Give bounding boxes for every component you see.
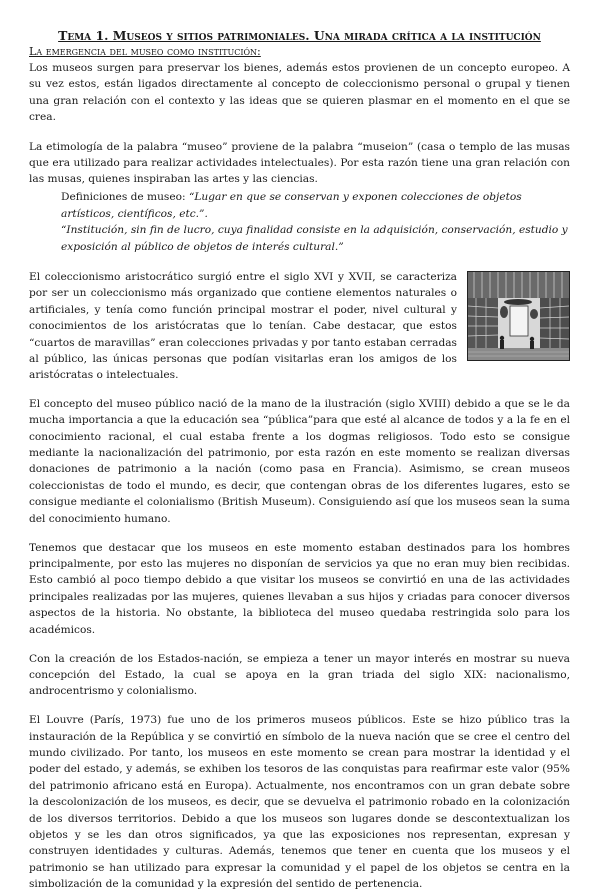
paragraph-public-museum: El concepto del museo público nació de la mano de la ilustración (siglo XVIII) debido a que se le da mucha importancia a que la educación sea “pública”para que esté al alcance de todos y a la fe en el conocimiento racional, el cual estaba frente a los dogmas religiosos. Todo esto se consigue mediante la nacionalización del patrimonio, por esta razón en este momento se realizan diversas donaciones de patrimonio a la nación (como pasa en Francia). Asimismo, se crean museos coleccionistas de todo el mundo, es decir, que contengan obras de los diferentes lugares, esto se consigue mediante el colonialismo (British Museum). Consiguiendo así que los museos sean la suma del conocimiento humano. — [29, 397, 570, 525]
engraving-image — [468, 272, 569, 360]
definition-2: “Institución, sin fin de lucro, cuya finalidad consiste en la adquisición, conservación, estudio y exposición al público de objetos de interés cultural.” — [61, 224, 568, 253]
museum-definitions — [61, 189, 570, 255]
paragraph-nation-states: Con la creación de los Estados-nación, se empieza a tener un mayor interés en mostrar su nueva concepción del Estado, la cual se apoya en la gran triada del siglo XIX: nacionalismo, androcentrismo y colonialismo. — [29, 652, 570, 698]
paragraph-louvre: El Louvre (París, 1973) fue uno de los primeros museos públicos. Este se hizo público tras la instauración de la República y se convirtió en símbolo de la nueva nación que se cree el centro del mundo civilizado. Por tanto, los museos en este momento se crean para mostrar la identidad y el poder del estado, y además, se exhiben los tesoros de las conquistas para reafirmar este valor (95% del patrimonio africano está en Europa). Actualmente, nos encontramos con un gran debate sobre la descolonización de los museos, es decir, que se devuelva el patrimonio robado en la colonización de los diversos territorios. Debido a que los museos son lugares donde se descontextualizan los objetos y se les dan otros significados, ya que las exposiciones nos representan, expresan y construyen identidades y culturas. Además, tenemos que tener en cuenta que los museos y el patrimonio se han utilizado para expresar la comunidad y el papel de los objetos se centra en la simbolización de la comunidad y la expresión del sentido de pertenencia. — [29, 714, 570, 891]
cabinet-of-curiosities-engraving — [467, 271, 570, 361]
paragraph-women-museums: Tenemos que destacar que los museos en este momento estaban destinados para los hombres principalmente, por esto las mujeres no disponían de servicios ya que no eran muy bien recibidas. Esto cambió al poco tiempo debido a que visitar los museos se convirtió en una de las actividades principales realizadas por las mujeres, quienes llevaban a sus hijos y criadas para conocer diversos aspectos de la historia. No obstante, la biblioteca del museo quedaba restringida solo para los académicos. — [29, 541, 570, 636]
paragraph-aristocratic-collecting: El coleccionismo aristocrático surgió entre el siglo XVI y XVII, se caracteriza por ser un coleccionismo más organizado que contiene elementos naturales o artificiales, y tenía como función principal mostrar el poder, nivel cultural y conocimientos de los aristócratas que lo tenían. Cabe destacar, que estos “cuartos de maravillas” eran colecciones privadas y por tanto estaban cerradas al público, las únicas personas que podían visitarlas eran los amigos de los aristócratas o intelectuales. — [29, 270, 457, 382]
paragraph-origins: Los museos surgen para preservar los bienes, además estos provienen de un concepto europeo. A su vez estos, están ligados directamente al concepto de coleccionismo personal o grupal y tienen una gran relación con el contexto y las ideas que se quieren plasmar en el momento en el que se crea. — [29, 62, 570, 124]
definition-1: “Lugar en que se conservan y exponen colecciones de objetos artísticos, científicos, etc.”. — [61, 191, 522, 220]
definition-line-1 — [61, 189, 570, 222]
paragraph-etymology: La etimología de la palabra “museo” proviene de la palabra “museion” (casa o templo de las musas que era utilizado para realizar actividades intelectuales). Por esta razón tiene una gran relación con las musas, quienes inspiraban las artes y las ciencias. — [29, 140, 570, 186]
definition-line-2 — [61, 222, 570, 255]
aristocratic-collecting-section — [29, 269, 570, 384]
definitions-label: Definiciones de museo: — [61, 191, 186, 204]
section-subtitle: La emergencia del museo como institución: — [29, 45, 261, 58]
document-title: Tema 1. Museos y sitios patrimoniales. Una mirada crítica a la institución — [58, 28, 541, 43]
